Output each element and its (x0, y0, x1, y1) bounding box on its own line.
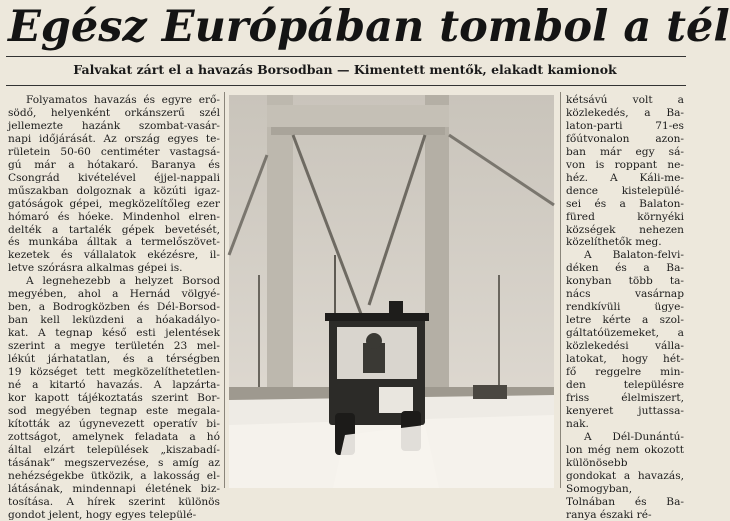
left-column-line: megyében, ahol a Hernád völgyé- (8, 288, 220, 301)
left-article-column (8, 94, 220, 521)
right-article-column (566, 94, 684, 521)
right-column-line: A Dél-Dunántú- (566, 431, 684, 444)
left-column-line: södő, helyenként orkánszerű szél (8, 107, 220, 120)
right-column-line: kenyeret juttassa- (566, 405, 684, 418)
right-column-line: sei és a Balaton- (566, 198, 684, 211)
left-column-line: 19 községet tett megközelíthetetlen- (8, 366, 220, 379)
right-column-line: ranya északi ré- (566, 509, 684, 521)
left-column-line: tosítása. A hírek szerint különös (8, 496, 220, 509)
left-column-line: hómaró és hóeke. Mindenhol elren- (8, 211, 220, 224)
bridge-snowplow-photo (229, 95, 554, 488)
left-column-line: Folyamatos havazás és egyre erő- (8, 94, 220, 107)
right-column-line: von is roppant ne- (566, 159, 684, 172)
left-column-line: né a kitartó havazás. A lapzárta- (8, 379, 220, 392)
right-column-line: közlekedés, a Ba- (566, 107, 684, 120)
left-column-line: kezetek és vállalatok ekézésre, il- (8, 249, 220, 262)
left-column-line: gondot jelent, hogy egyes települé- (8, 509, 220, 521)
left-column-line: kor kapott tájékoztatás szerint Bor- (8, 392, 220, 405)
right-column-line: gáltatóüzemeket, a (566, 327, 684, 340)
right-column-line: főútvonalon azon- (566, 133, 684, 146)
left-column-line: látásának, mindennapi életének biz- (8, 483, 220, 496)
left-column-line: ban kell leküzdeni a hóakadályo- (8, 314, 220, 327)
left-column-line: kították az úgynevezett operatív bi- (8, 418, 220, 431)
left-column-line: lékút járhatatlan, és a térségben (8, 353, 220, 366)
column-divider-right (560, 92, 561, 488)
right-column-line: konyban több ta- (566, 275, 684, 288)
bridge-tower-left (267, 95, 293, 395)
right-column-line: ban már egy sá- (566, 146, 684, 159)
subheadline: Falvakat zárt el a havazás Borsodban — Kimentett mentők, elakadt kamionok (0, 62, 690, 78)
left-column-line: műszakban dolgoznak a közúti igaz- (8, 185, 220, 198)
left-column-line: kat. A tegnap késő esti jelentések (8, 327, 220, 340)
left-column-line: napi időjárását. Az ország egyes te- (8, 133, 220, 146)
right-column-line: községek nehezen (566, 224, 684, 237)
left-column-line: sod megyében tegnap este megala- (8, 405, 220, 418)
right-column-line: latokat, hogy hét- (566, 353, 684, 366)
snowplow-vehicle (325, 301, 439, 488)
right-column-line: közlekedési válla- (566, 340, 684, 353)
right-column-line: laton-parti 71-es (566, 120, 684, 133)
column-divider-left (224, 92, 225, 488)
left-column-line: delték a tartalék gépek bevetését, (8, 224, 220, 237)
left-column-line: A legnehezebb a helyzet Borsod (8, 275, 220, 288)
left-column-line: zottságot, amelynek feladata a hó (8, 431, 220, 444)
left-column-line: gú már a hótakaró. Baranya és (8, 159, 220, 172)
right-column-line: déken és a Ba- (566, 262, 684, 275)
right-column-line: gondokat a havazás, (566, 470, 684, 483)
left-column-line: által elzárt települések „kiszabadí- (8, 444, 220, 457)
right-column-line: lon még nem okozott (566, 444, 684, 457)
right-column-line: dence kistelepülé- (566, 185, 684, 198)
headline: Egész Európában tombol a tél (8, 2, 684, 52)
headline-rule (6, 56, 686, 57)
right-column-line: füred környéki (566, 211, 684, 224)
left-column-line: nehézségekbe ütközik, a lakosság el- (8, 470, 220, 483)
right-column-line: közelíthetők meg. (566, 236, 684, 249)
right-column-line: héz. A Káli-me- (566, 172, 684, 185)
right-column-line: friss élelmiszert, (566, 392, 684, 405)
subheadline-rule (6, 85, 686, 86)
left-column-line: tásának” megszervezése, s amíg az (8, 457, 220, 470)
left-column-line: jellemezte hazánk szombat-vasár- (8, 120, 220, 133)
left-column-line: rületein 50-60 centiméter vastagsá- (8, 146, 220, 159)
right-column-line: különösebb (566, 457, 684, 470)
bridge-tower-right (425, 95, 449, 395)
left-column-line: Csongrád kivételével éjjel-nappali (8, 172, 220, 185)
bridge-crossbeam (267, 105, 449, 127)
right-column-line: Somogyban, (566, 483, 684, 496)
left-column-line: és munkába álltak a termelőszövet- (8, 236, 220, 249)
photo-illustration (229, 95, 554, 488)
left-column-line: ben, a Bodrogközben és Dél-Borsod- (8, 301, 220, 314)
right-column-line: rendkívüli ügye- (566, 301, 684, 314)
left-column-line: letve szórásra alkalmas gépei is. (8, 262, 220, 275)
right-column-line: nács vasárnap (566, 288, 684, 301)
right-column-line: A Balaton-felvi- (566, 249, 684, 262)
right-column-line: fő reggelre min- (566, 366, 684, 379)
right-column-line: Tolnában és Ba- (566, 496, 684, 509)
right-column-line: den településre (566, 379, 684, 392)
right-column-line: letre kérte a szol- (566, 314, 684, 327)
right-column-line: kétsávú volt a (566, 94, 684, 107)
left-column-line: szerint a megye területén 23 mel- (8, 340, 220, 353)
left-column-line: gatóságok gépei, megközelítőleg ezer (8, 198, 220, 211)
right-column-line: nak. (566, 418, 684, 431)
